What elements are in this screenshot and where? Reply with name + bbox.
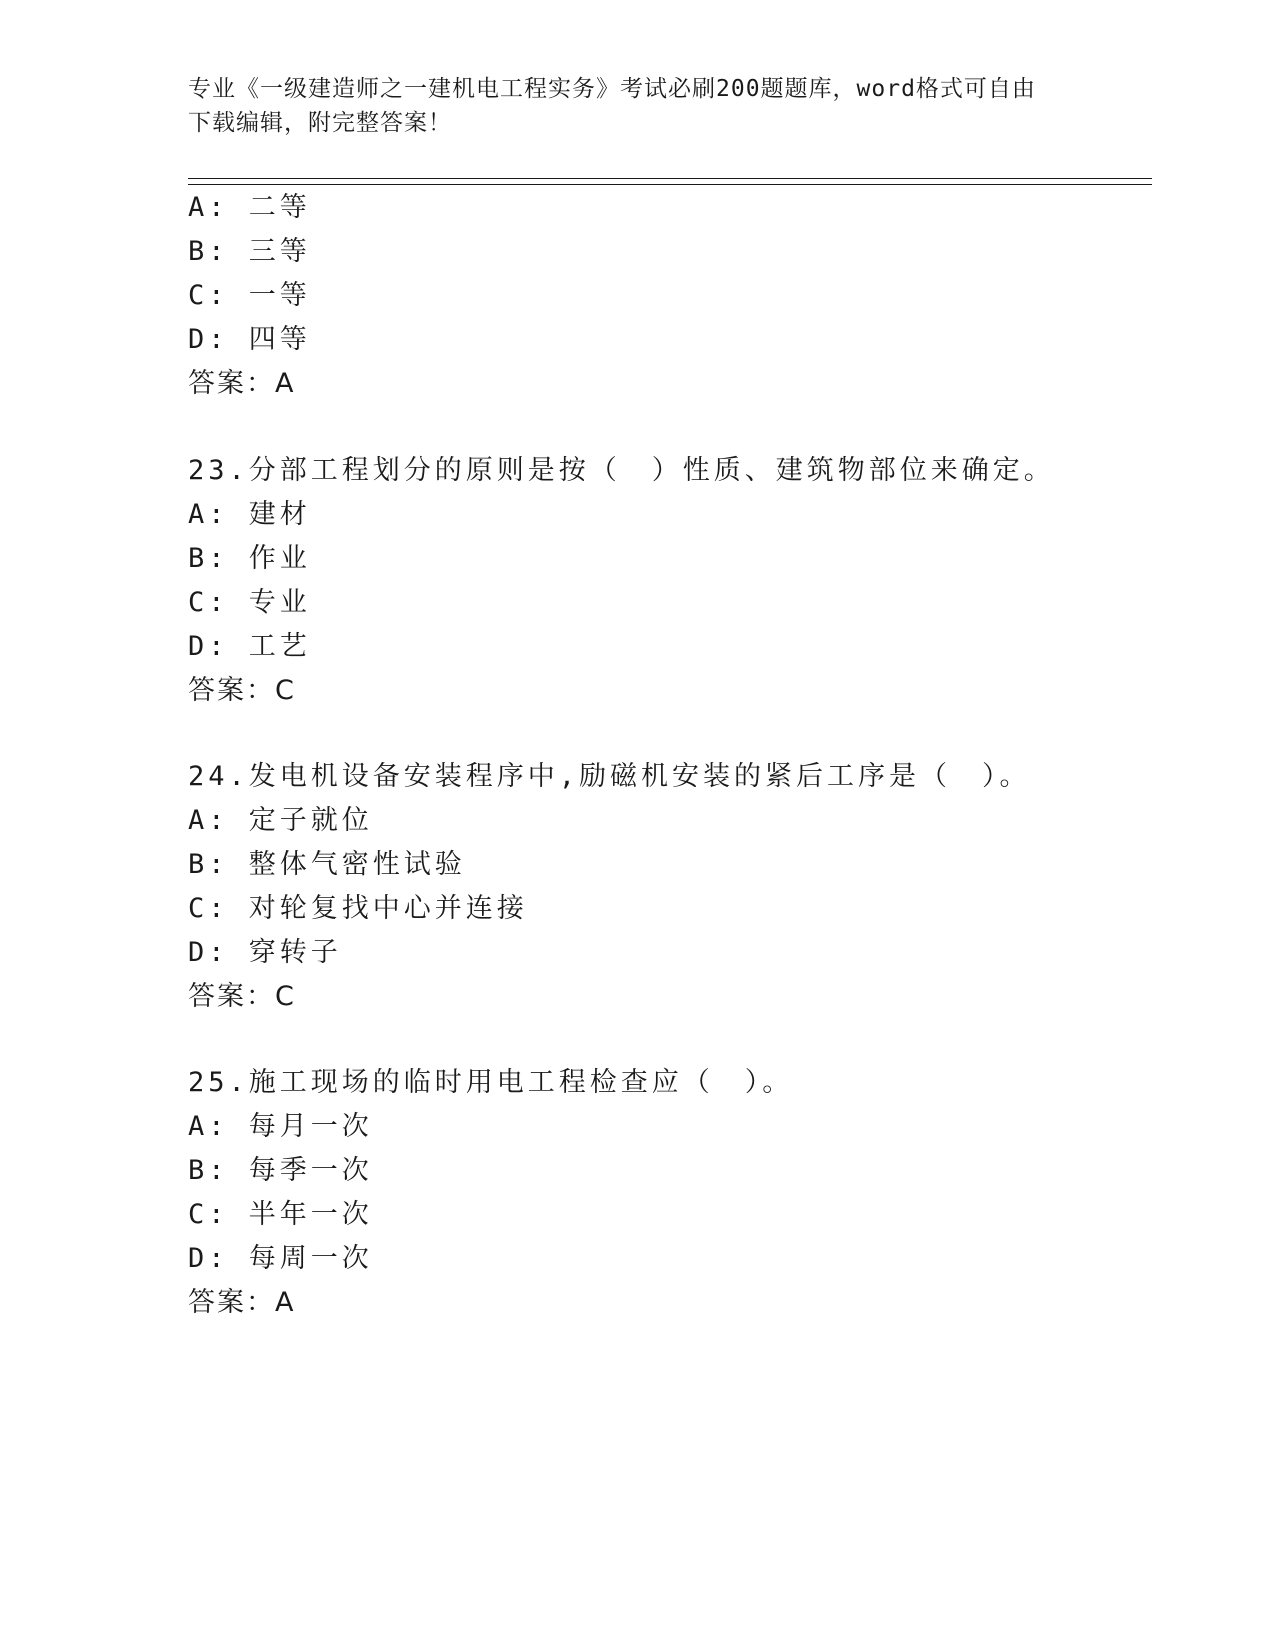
answer-line: 答案：C: [188, 675, 296, 706]
answer-line: 答案：C: [188, 981, 296, 1012]
option-a: A: 定子就位: [188, 805, 373, 836]
option-c: C: 一等: [188, 280, 311, 311]
option-a: A: 二等: [188, 192, 311, 223]
option-a: A: 建材: [188, 499, 311, 530]
option-d: D: 工艺: [188, 631, 311, 662]
option-b: B: 作业: [188, 543, 311, 574]
option-a: A: 每月一次: [188, 1111, 373, 1142]
question-stem: 25.施工现场的临时用电工程检查应（ ）。: [188, 1067, 794, 1098]
option-b: B: 每季一次: [188, 1155, 373, 1186]
option-c: C: 专业: [188, 587, 311, 618]
header-divider: [188, 178, 1152, 185]
option-d: D: 穿转子: [188, 937, 342, 968]
option-b: B: 整体气密性试验: [188, 849, 466, 880]
header-line-2: 下载编辑，附完整答案！: [188, 110, 452, 136]
option-b: B: 三等: [188, 236, 311, 267]
option-d: D: 每周一次: [188, 1243, 373, 1274]
option-c: C: 半年一次: [188, 1199, 373, 1230]
answer-line: 答案：A: [188, 1287, 296, 1318]
option-d: D: 四等: [188, 324, 311, 355]
option-c: C: 对轮复找中心并连接: [188, 893, 528, 924]
question-stem: 24.发电机设备安装程序中,励磁机安装的紧后工序是（ ）。: [188, 761, 1031, 792]
answer-line: 答案：A: [188, 368, 296, 399]
header-line-1: 专业《一级建造师之一建机电工程实务》考试必刷200题题库，word格式可自由: [188, 76, 1036, 102]
document-header: [188, 72, 1088, 140]
question-stem: 23.分部工程划分的原则是按（ ）性质、建筑物部位来确定。: [188, 455, 1055, 486]
